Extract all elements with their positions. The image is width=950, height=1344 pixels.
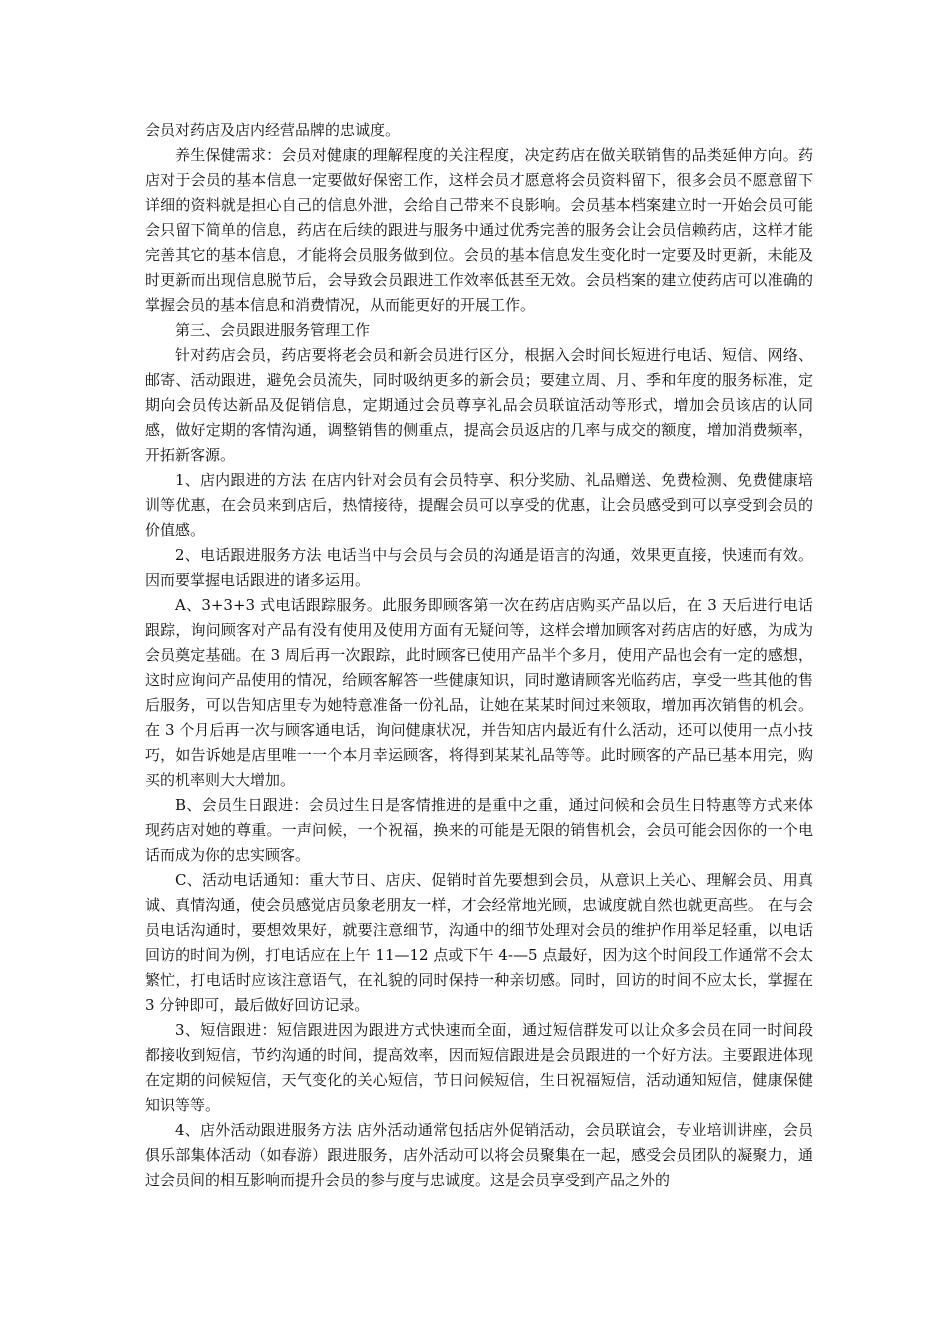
paragraph-333-phone-tracking: A、3+3+3 式电话跟踪服务。此服务即顾客第一次在药店店购买产品以后，在 3 天后进行电话跟踪，询问顾客对产品有没有使用及使用方面有无疑问等，这样会增加顾客对药店店的好感，为成为会员奠定基础。在 3 周后再一次跟踪，此时顾客已使用产品半个多月，使用产品也会有一定的感想，这时应询问产品使用的情况，给顾客解答一些健康知识，同时邀请顾客光临药店，享受一些其他的售后服务，可以告知店里专为她特意准备一份礼品，让她在某某时间过来领取，增加再次销售的机会。在 3 个月后再一次与顾客通电话，询问健康状况，并告知店内最近有什么活动，还可以使用一点小技巧，如告诉她是店里唯一一个本月幸运顾客，将得到某某礼品等等。此时顾客的产品已基本用完，购买的机率则大大增加。 <box>145 596 813 789</box>
paragraph-outdoor-activity-follow-up: 4、店外活动跟进服务方法 店外活动通常包括店外促销活动，会员联谊会，专业培训讲座，会员俱乐部集体活动（如春游）跟进服务，店外活动可以将会员聚集在一起，感受会员团队的凝聚力，通过会员间的相互影响而提升会员的参与度与忠诚度。这是会员享受到产品之外的 <box>145 1121 813 1189</box>
paragraph-follow-up-intro: 针对药店会员，药店要将老会员和新会员进行区分，根据入会时间长短进行电话、短信、网络、邮寄、活动跟进，避免会员流失，同时吸纳更多的新会员；要建立周、月、季和年度的服务标准，定期向会员传达新品及促销信息，定期通过会员尊享礼品会员联谊活动等形式，增加会员该店的认同感，做好定期的客情沟通，调整销售的侧重点，提高会员返店的几率与成交的额度，增加消费频率，开拓新客源。 <box>145 346 813 464</box>
paragraph-phone-follow-up: 2、电话跟进服务方法 电话当中与会员与会员的沟通是语言的沟通，效果更直接，快速而有效。因而要掌握电话跟进的诸多运用。 <box>145 546 813 589</box>
paragraph-sms-follow-up: 3、短信跟进：短信跟进因为跟进方式快速而全面，通过短信群发可以让众多会员在同一时间段都接收到短信，节约沟通的时间，提高效率，因而短信跟进是会员跟进的一个好方法。主要跟进体现在定期的问候短信，天气变化的关心短信，节日问候短信，生日祝福短信，活动通知短信，健康保健知识等等。 <box>145 1021 813 1114</box>
paragraph-birthday-follow-up: B、会员生日跟进：会员过生日是客情推进的是重中之重，通过问候和会员生日特惠等方式来体现药店对她的尊重。一声问候，一个祝福，换来的可能是无限的销售机会，会员可能会因你的一个电话而成为你的忠实顾客。 <box>145 796 813 864</box>
document-page <box>145 118 813 1193</box>
paragraph-event-phone-notice: C、活动电话通知：重大节日、店庆、促销时首先要想到会员，从意识上关心、理解会员、用真诚、真情沟通，使会员感觉店员象老朋友一样，才会经常地光顾，忠诚度就自然也就更高些。 在与会员电话沟通时，要想效果好，就要注意细节，沟通中的细节处理对会员的维护作用举足轻重，以电话回访的时间为例，打电话应在上午 11—12 点或下午 4-—5 点最好，因为这个时间段工作通常不会太繁忙，打电话时应该注意语气，在礼貌的同时保持一种亲切感。同时，回访的时间不应太长，掌握在 3 分钟即可，最后做好回访记录。 <box>145 871 813 1014</box>
paragraph-continuation: 会员对药店及店内经营品牌的忠诚度。 <box>145 121 401 139</box>
paragraph-in-store-follow-up: 1、店内跟进的方法 在店内针对会员有会员特享、积分奖励、礼品赠送、免费检测、免费健康培训等优惠，在会员来到店后，热情接待，提醒会员可以享受的优惠，让会员感受到可以享受到会员的价值感。 <box>145 471 813 539</box>
paragraph-health-needs: 养生保健需求：会员对健康的理解程度的关注程度，决定药店在做关联销售的品类延伸方向。药店对于会员的基本信息一定要做好保密工作，这样会员才愿意将会员资料留下，很多会员不愿意留下详细的资料就是担心自己的信息外泄，会给自己带来不良影响。会员基本档案建立时一开始会员可能会只留下简单的信息，药店在后续的跟进与服务中通过优秀完善的服务会让会员信赖药店，这样才能完善其它的基本信息，才能将会员服务做到位。会员的基本信息发生变化时一定要及时更新，未能及时更新而出现信息脱节后，会导致会员跟进工作效率低甚至无效。会员档案的建立使药店可以准确的掌握会员的基本信息和消费情况，从而能更好的开展工作。 <box>145 146 813 314</box>
section-heading-follow-up: 第三、会员跟进服务管理工作 <box>175 321 371 339</box>
